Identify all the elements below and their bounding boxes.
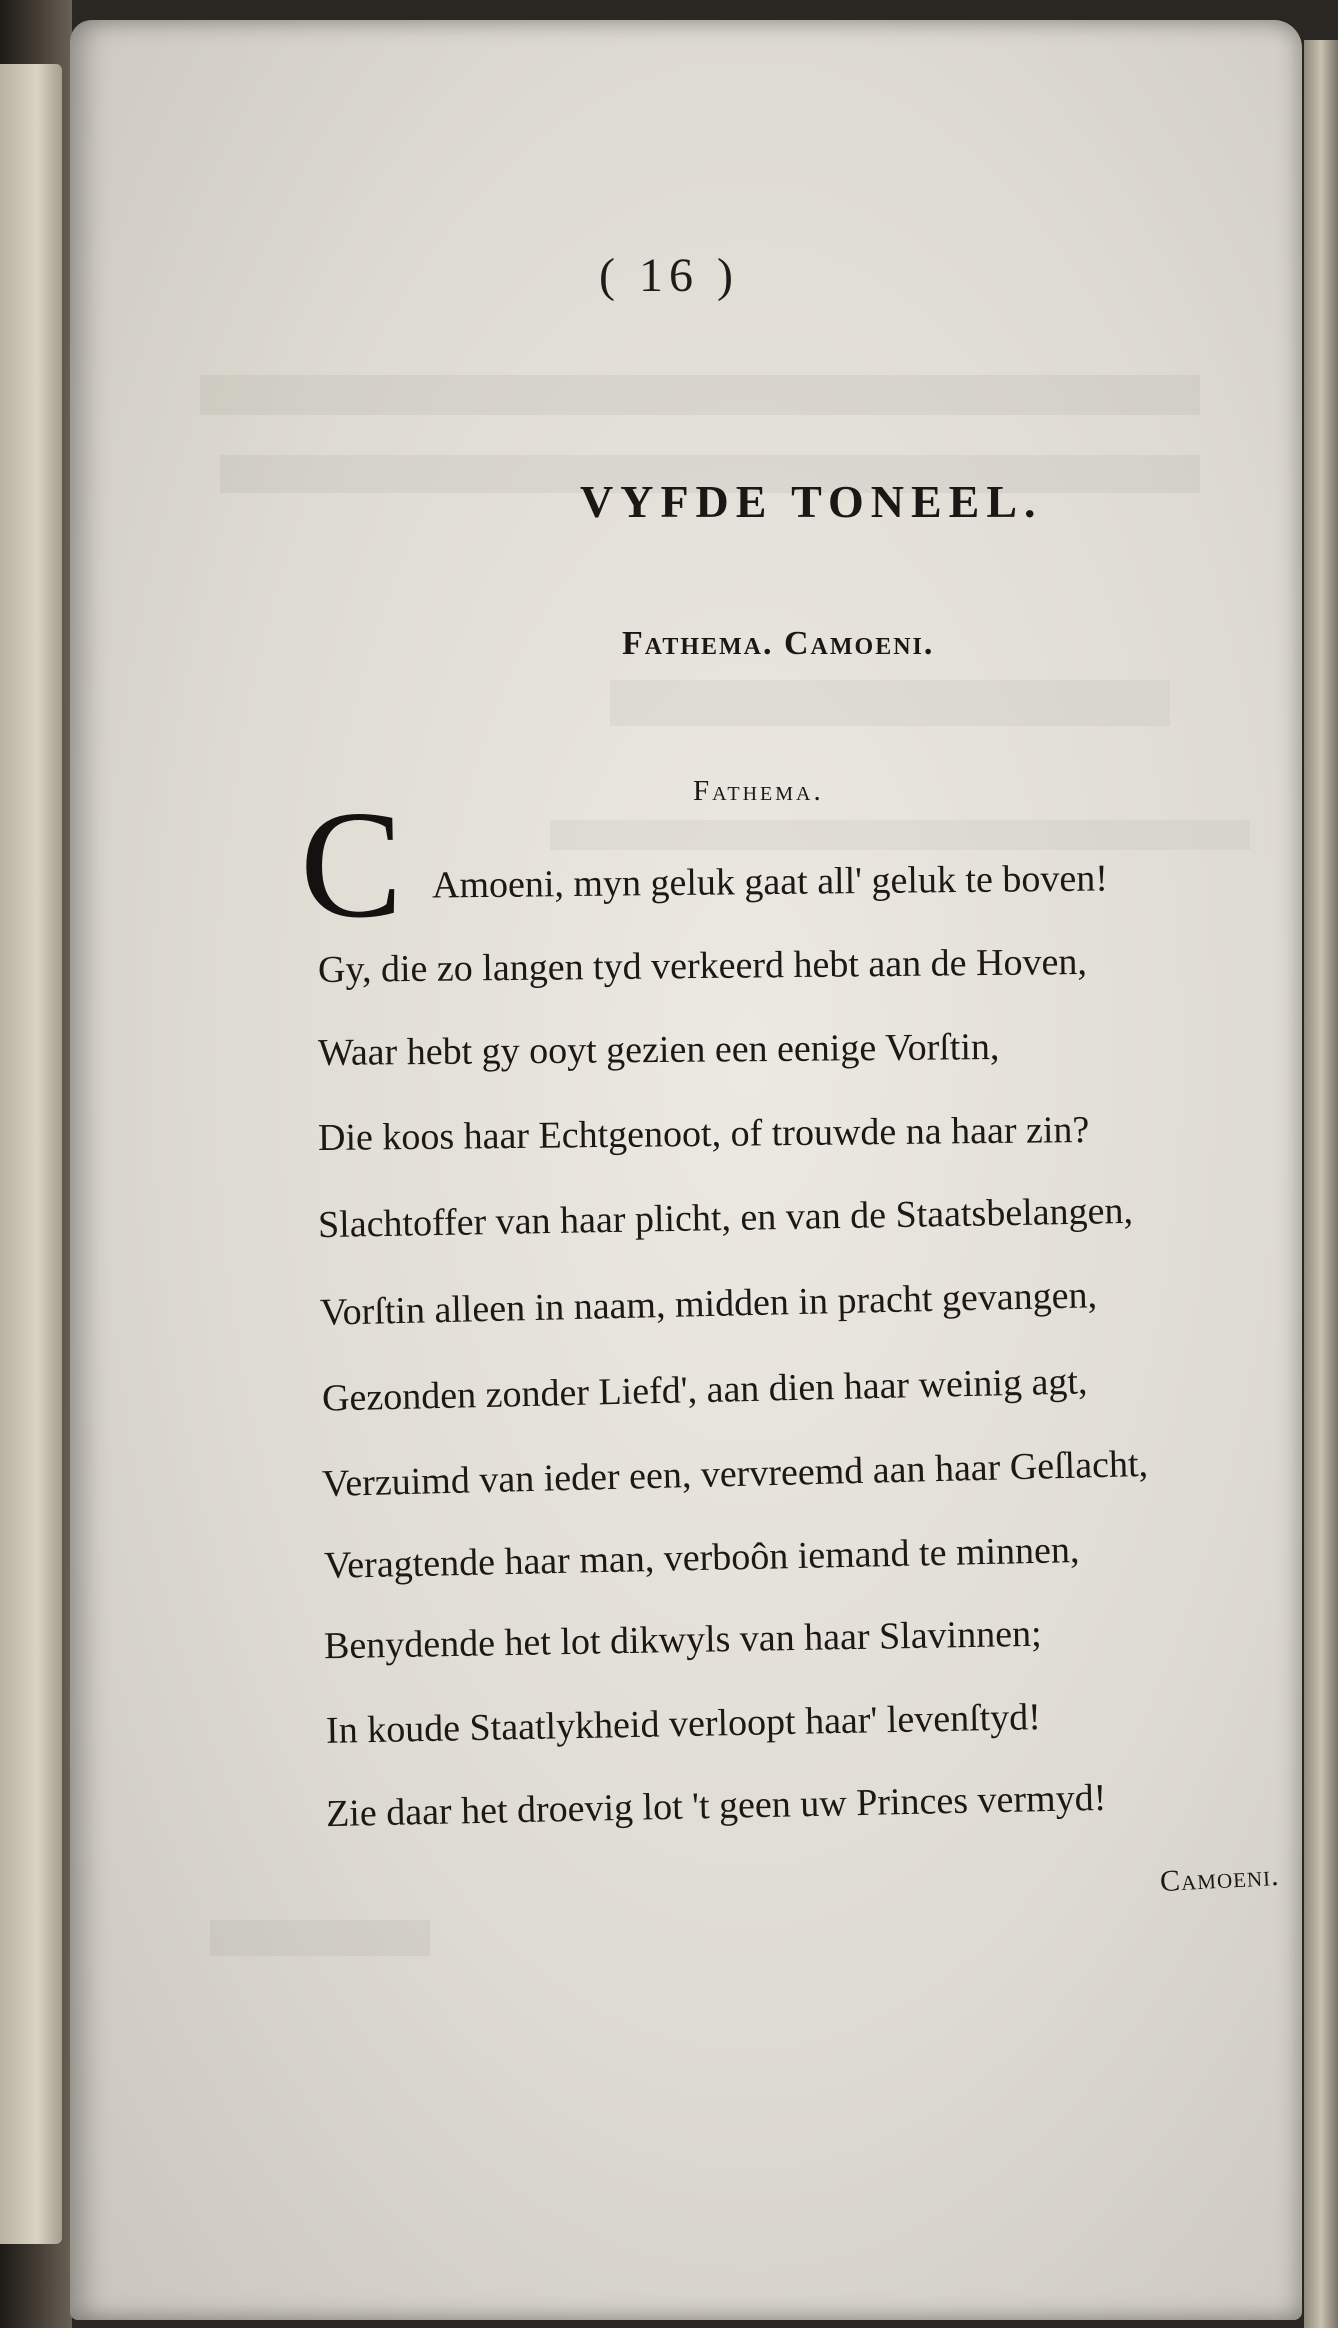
right-page-edge [1304, 40, 1338, 2328]
speaker-name: Fathema. [693, 775, 824, 807]
scene-characters: Fathema. Camoeni. [622, 625, 935, 662]
verse-line-4: Die koos haar Echtgenoot, of trouwde na haar zin? [317, 1108, 1090, 1160]
verse-line-3: Waar hebt gy ooyt gezien een eenige Vorſtin, [317, 1026, 1000, 1074]
verse-line-1: Amoeni, myn geluk gaat all' geluk te boven! [431, 857, 1109, 907]
show-through-band-1 [200, 375, 1200, 415]
scene-title: VYFDE TONEEL. [580, 476, 1043, 527]
verse-line-5: Slachtoffer van haar plicht, en van de Staatsbelangen, [317, 1189, 1134, 1247]
verse-line-12: Zie daar het droevig lot 't geen uw Princes vermyd! [325, 1776, 1107, 1836]
catchword: Camoeni. [1159, 1858, 1281, 1899]
page-number: ( 16 ) [599, 249, 739, 302]
verse-line-6: Vorſtin alleen in naam, midden in pracht gevangen, [319, 1274, 1098, 1334]
show-through-band-5 [210, 1920, 430, 1956]
verse-line-9: Veragtende haar man, verboôn iemand te minnen, [323, 1529, 1080, 1587]
drop-cap: C [300, 780, 403, 950]
book-page [70, 20, 1302, 2320]
verse-line-2: Gy, die zo langen tyd verkeerd hebt aan de Hoven, [317, 940, 1088, 992]
left-page-edge [0, 64, 62, 2244]
verse-line-7: Gezonden zonder Liefd', aan dien haar weinig agt, [321, 1360, 1088, 1420]
show-through-band-3 [610, 680, 1170, 726]
verse-line-8: Verzuimd van ieder een, vervreemd aan haar Geſlacht, [321, 1442, 1149, 1506]
verse-line-10: Benydende het lot dikwyls van haar Slavinnen; [323, 1612, 1042, 1668]
show-through-band-4 [550, 820, 1250, 850]
verse-line-11: In koude Staatlykheid verloopt haar' levenſtyd! [325, 1696, 1042, 1752]
